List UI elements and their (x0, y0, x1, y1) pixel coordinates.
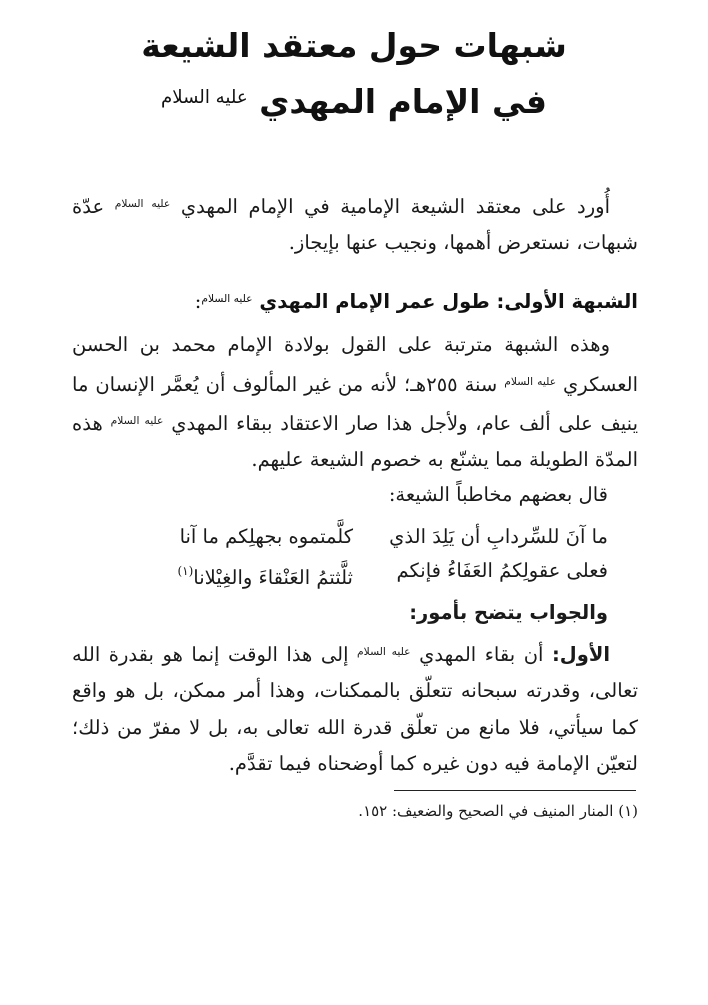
intro-honorific: عليه السلام (114, 197, 171, 210)
first-answer-part-1: أن بقاء المهدي (419, 642, 544, 666)
intro-paragraph (72, 186, 638, 262)
quote-intro: قال بعضهم مخاطباً الشيعة: (388, 483, 608, 506)
para1-part-3: هذه المدّة الطويلة مما يشنّع به خصوم الشيعة عليهم. (72, 411, 638, 472)
first-doubt-paragraph (72, 327, 638, 479)
para1-part-2: سنة ٢٥٥هـ؛ لأنه من غير المألوف أن يُعمَّر الإنسان ما ينيف على ألف عام، ولأجل هذا صار الاعتقاد ببقاء المهدي (72, 372, 638, 435)
poem-verse-2-second-text: ثلَّثتمُ العَنْقاءَ والغِيْلانا (193, 566, 353, 589)
first-doubt-title: طول عمر الإمام المهدي (259, 289, 490, 313)
para1-honorific-1: عليه السلام (504, 374, 557, 388)
footnote-reference: (١) (177, 564, 194, 578)
page-title (60, 26, 648, 66)
first-doubt-heading (72, 284, 638, 317)
first-answer-paragraph (72, 634, 638, 783)
first-answer-honorific: عليه السلام (357, 645, 411, 658)
first-answer-label: الأول: (551, 642, 611, 666)
poem-verse-1-second-hemistich: كلَّمتموه بجهلِكم ما آنا (179, 525, 353, 548)
first-doubt-label: الشبهة الأولى: (496, 289, 638, 313)
poem-verse-2-second-hemistich (177, 556, 353, 593)
intro-lead: أُورد على معتقد الشيعة الإمامية في الإمام المهدي (180, 194, 610, 218)
para1-part-1: وهذه الشبهة مترتبة على القول بولادة الإمام محمد بن الحسن العسكري (72, 333, 638, 396)
answer-heading: والجواب يتضح بأمور: (409, 601, 608, 624)
poem-verse-2-first-hemistich: فعلى عقولِكمُ العَفَاءُ فإنكم (396, 559, 608, 582)
page-title-second-line (60, 82, 648, 122)
intro-rest: عدّة شبهات، نستعرض أهمها، ونجيب عنها بإيجاز. (72, 194, 638, 255)
title-line-1: شبهات حول معتقد الشيعة (141, 26, 567, 65)
first-doubt-colon: : (194, 289, 202, 313)
first-answer-part-2: إلى هذا الوقت إنما هو بقدرة الله تعالى، وقدرته سبحانه تتعلّق بالممكنات، وهذا أمر ممكن، بل هو واقع كما سيأتي، فلا مانع من تعلّق قدرة الله تعالى به، بل لا مفرّ من ذلك؛ لتعيّن الإمامة فيه دون غيره كما أوضحناه فيما تقدَّم. (72, 642, 638, 776)
poem-verse-1-first-hemistich: ما آنَ للسِّردابِ أن يَلِدَ الذي (389, 525, 608, 548)
title-honorific: عليه السلام (161, 87, 248, 109)
title-line-2: في الإمام المهدي (259, 82, 547, 121)
first-doubt-honorific: عليه السلام (201, 292, 253, 305)
footnote: (١) المنار المنيف في الصحيح والضعيف: ١٥٢. (358, 802, 638, 820)
para1-honorific-2: عليه السلام (110, 413, 164, 427)
footnote-separator (394, 790, 636, 791)
